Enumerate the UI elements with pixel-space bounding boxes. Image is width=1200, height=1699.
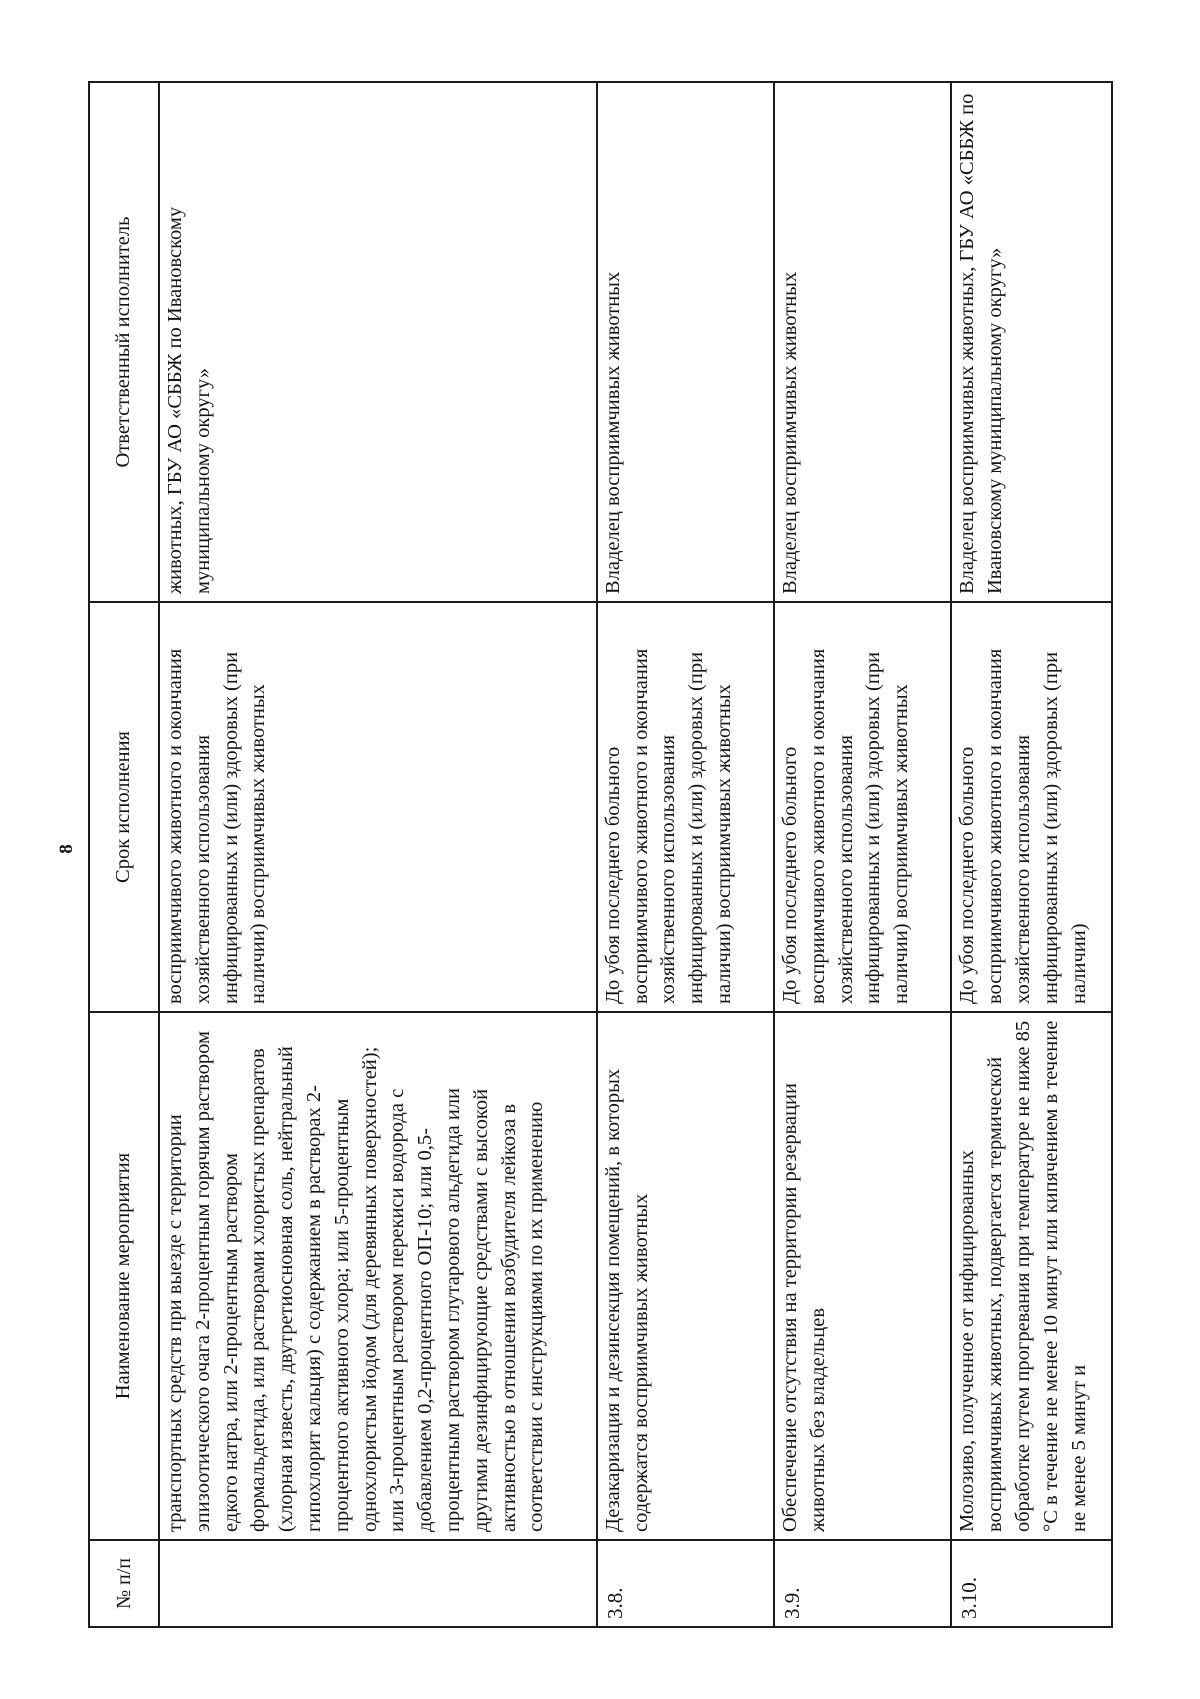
row-deadline: До убоя последнего больного восприимчивого животного и окончания хозяйственного использования инфицированных и (или) здоровых (при наличии) восприимчивых животных	[597, 602, 774, 1012]
row-executor: Владелец восприимчивых животных	[774, 82, 951, 602]
header-deadline: Срок исполнения	[89, 602, 159, 1012]
rotated-table-container	[88, 83, 1113, 1628]
row-num: 3.10.	[951, 1540, 1112, 1627]
row-name: Молозиво, полученное от инфицированных восприимчивых животных, подвергается термической обработке путем прогревания при температуре не ниже 85 °С в течение не менее 10 минут или кипячением в течение не менее 5 минут и	[951, 1012, 1112, 1540]
row-executor: Владелец восприимчивых животных	[597, 82, 774, 602]
measures-table	[88, 81, 1113, 1628]
table-header-row	[89, 82, 159, 1627]
row-executor: животных, ГБУ АО «СББЖ по Ивановскому муниципальному округу»	[159, 82, 597, 602]
row-name: транспортных средств при выезде с территории эпизоотического очага 2-процентным горячим раствором едкого натра, или 2-процентным раствором формальдегида, или растворами хлористых препаратов (хлорная известь, двутретиосновная соль, нейтральный гипохлорит кальция) с содержанием в растворах 2-процентного активного хлора; или 5-процентным однохлористым йодом (для деревянных поверхностей); или 3-процентным раствором перекиси водорода с добавлением 0,2-процентного ОП-10; или 0,5-процентным раствором глутарового альдегида или другими дезинфицирующие средствами с высокой активностью в отношении возбудителя лейкоза в соответствии с инструкциями по их применению	[159, 1012, 597, 1540]
table-row	[774, 82, 951, 1627]
row-num	[159, 1540, 597, 1627]
row-name: Обеспечение отсутствия на территории резервации животных без владельцев	[774, 1012, 951, 1540]
row-name: Дезакаризация и дезинсекция помещений, в которых содержатся восприимчивых животных	[597, 1012, 774, 1540]
header-num: № п/п	[89, 1540, 159, 1627]
row-num: 3.9.	[774, 1540, 951, 1627]
table-row	[597, 82, 774, 1627]
table-row	[159, 82, 597, 1627]
row-deadline: До убоя последнего больного восприимчивого животного и окончания хозяйственного использования инфицированных и (или) здоровых (при наличии)	[951, 602, 1112, 1012]
header-name: Наименование мероприятия	[89, 1012, 159, 1540]
row-deadline: До убоя последнего больного восприимчивого животного и окончания хозяйственного использования инфицированных и (или) здоровых (при наличии) восприимчивых животных	[774, 602, 951, 1012]
table-row	[951, 82, 1112, 1627]
row-num: 3.8.	[597, 1540, 774, 1627]
row-deadline: восприимчивого животного и окончания хозяйственного использования инфицированных и (или) здоровых (при наличии) восприимчивых животных	[159, 602, 597, 1012]
row-executor: Владелец восприимчивых животных, ГБУ АО «СББЖ по Ивановскому муниципальному округу»	[951, 82, 1112, 602]
header-executor: Ответственный исполнитель	[89, 82, 159, 602]
page-number: 8	[56, 844, 77, 854]
